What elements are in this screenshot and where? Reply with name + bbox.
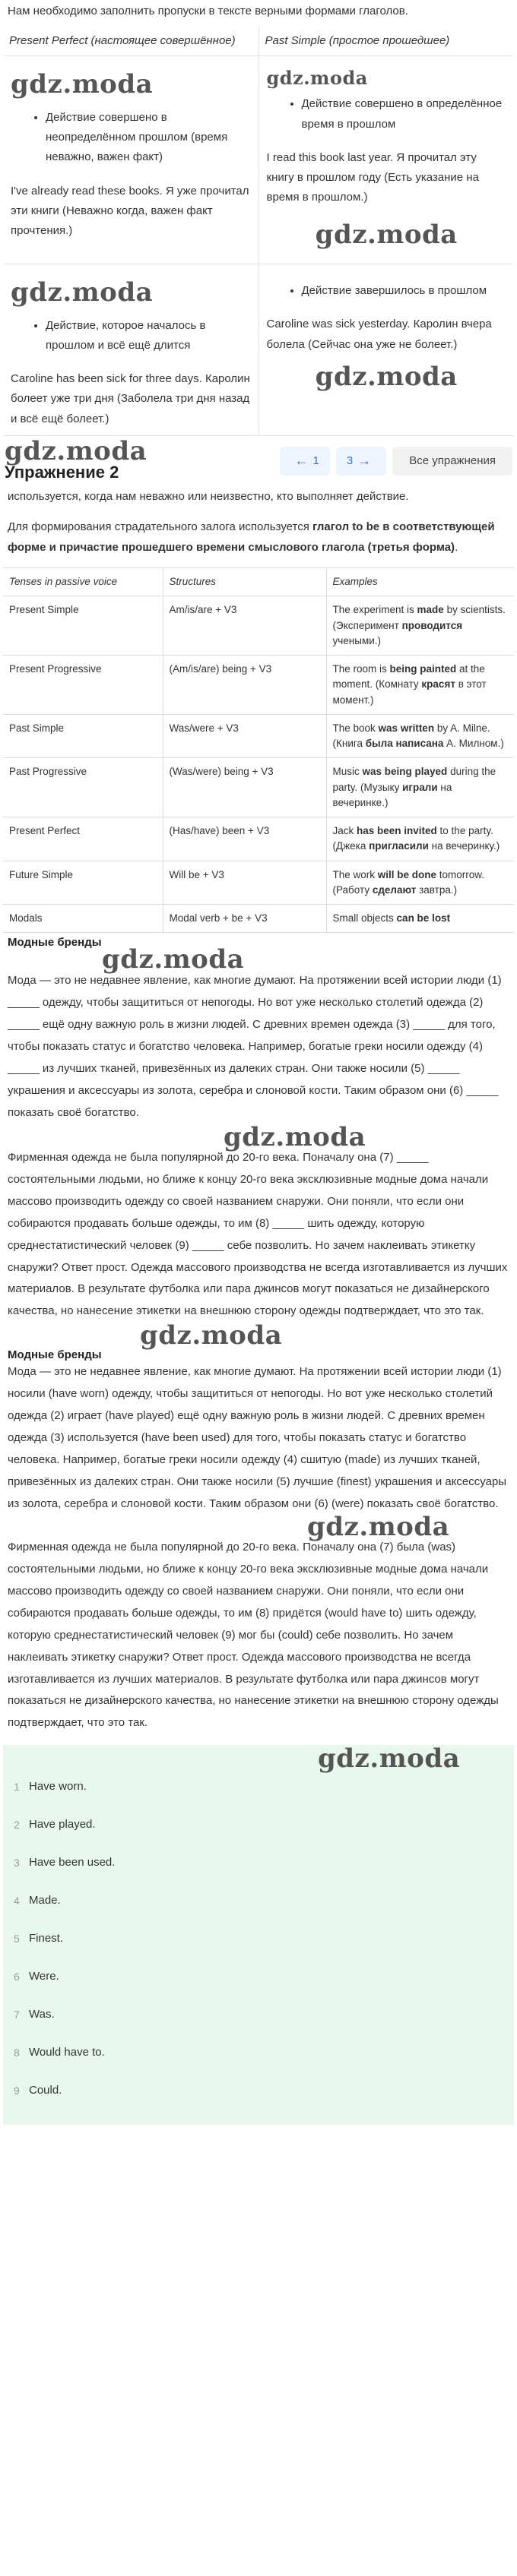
passive-table [3, 567, 514, 933]
list-item: • Действие, которое началось в прошлом и всё ещё длится [46, 316, 251, 356]
header-tenses: Tenses in passive voice [3, 568, 163, 596]
story-title: Модные бренды [8, 936, 102, 950]
header-structures: Structures [163, 568, 326, 596]
tense-cell: Present Perfect [3, 817, 163, 861]
table-row [3, 596, 514, 656]
example-cell: The room is being painted at the moment. (Комнату красят в этот момент.) [326, 656, 514, 715]
table-row [3, 817, 514, 861]
passive-intro: используется, когда нам неважно или неизвестно, кто выполняет действие. [8, 489, 409, 503]
story-paragraph: Фирменная одежда не была популярной до 20-го века. Поначалу она (7) была (was) состоятельными людьми, но ближе к концу 20-го века эксклюзивные модные дома начали массово производить одежду со своей названием снаружи. Они поняли, что если они собираются продавать больше одежды, то им (8) придётся (would have to) шить одежду, которую среднестатистический человек (9) мог бы (could) себе позволить. Но зачем наклеивать этикетку снаружи? Ответ прост. Одежда массового производства не всегда изготавливается из лучших материалов. В результате футболка или пара джинсов могут показаться не дизайнерского качества, но нанесение этикетки на внешнюю сторону одежды подтверждает, что это так. [8, 1540, 499, 1730]
table-row [3, 56, 514, 264]
exercise-title: Упражнение 2 [5, 462, 119, 482]
list-item: 6 Were. [14, 1970, 59, 1983]
exercise-nav [3, 436, 514, 486]
example-text: I've already read these books. Я уже прочитал эти книги (Неважно когда, важен факт прочтения.) [11, 184, 249, 237]
structure-cell: Will be + V3 [163, 861, 326, 905]
table-row [3, 264, 514, 436]
tense-cell: Modals [3, 905, 163, 933]
watermark: gdz.moda [140, 1320, 283, 1351]
header-present-perfect: Present Perfect (настоящее совершённое) [3, 27, 258, 56]
example-cell: The experiment is made by scientists. (Эксперимент проводится учеными.) [326, 596, 514, 656]
prev-exercise-number: 1 [312, 454, 319, 468]
answers-block [3, 1745, 514, 2125]
watermark: gdz.moda [11, 277, 154, 308]
list-item: 9 Could. [14, 2084, 62, 2097]
table-row [3, 714, 514, 758]
watermark: gdz.moda [11, 69, 154, 100]
example-cell: The book was written by A. Milne. (Книга была написана А. Милном.) [326, 714, 514, 758]
tense-cell: Past Simple [3, 714, 163, 758]
list-item: 4 Made. [14, 1894, 61, 1908]
tense-cell: Past Progressive [3, 758, 163, 817]
example-text: Caroline has been sick for three days. Каролин болеет уже три дня (Заболела три дня назад и всё ещё болеет.) [11, 372, 250, 425]
intro-text: Нам необходимо заполнить пропуски в тексте верными формами глаголов. [8, 5, 408, 17]
table-row [3, 861, 514, 905]
list-item: 2 Have played. [14, 1818, 96, 1832]
watermark: gdz.moda [266, 67, 368, 90]
structure-cell: (Was/were) being + V3 [163, 758, 326, 817]
structure-cell: Modal verb + be + V3 [163, 905, 326, 933]
structure-cell: (Am/is/are) being + V3 [163, 656, 326, 715]
story-paragraph: Мода — это не недавнее явление, как многие думают. На протяжении всей истории люди (1) _____ одежду, чтобы защититься от непогоды. Но вот уже несколько столетий одежда (2) _____ ещё одну важную роль в жизни людей. С древних времен одежда (3) _____ для того, чтобы показать статус и богатство человека. Например, богатые греки носили одежду (4) _____ из лучших тканей, привезённых из далеких стран. Они также носили (5) _____ украшения и аксессуары из золота, серебра и слоновой кости. Таким образом они (6) _____ показать своё богатство. [8, 974, 502, 1119]
example-cell: The work will be done tomorrow. (Работу сделают завтра.) [326, 861, 514, 905]
comparison-table [3, 27, 514, 436]
table-row [3, 905, 514, 933]
structure-cell: Was/were + V3 [163, 714, 326, 758]
structure-cell: (Has/have) been + V3 [163, 817, 326, 861]
structure-cell: Am/is/are + V3 [163, 596, 326, 656]
list-item: • Действие совершено в неопределённом прошлом (время неважно, важен факт) [46, 108, 251, 168]
list-item: 1 Have worn. [14, 1780, 87, 1794]
watermark: gdz.moda [224, 1121, 366, 1152]
watermark: gdz.moda [307, 1511, 450, 1542]
table-row [3, 758, 514, 817]
story-paragraph: Фирменная одежда не была популярной до 20-го века. Поначалу она (7) _____ состоятельными людьми, но ближе к концу 20-го века эксклюзивные модные дома начали массово производить одежду со своей названием снаружи. Они поняли, что если они собираются продавать больше одежды, то им (8) _____ шить одежду, которую среднестатистический человек (9) _____ себе позволить. Но зачем наклеивать этикетку снаружи? Ответ прост. Одежда массового производства не всегда изготавливается из лучших материалов. В результате футболка или пара джинсов могут показаться не дизайнерского качества, но нанесение этикетки на внешнюю сторону одежды подтверждает, что это так. [8, 1150, 508, 1318]
passive-rule: Для формирования страдательного залога используется глагол to be в соответствующей форме и причастие прошедшего времени смыслового глагола (третья форма). [8, 520, 495, 555]
arrow-left-icon: ← [294, 453, 309, 469]
watermark: gdz.moda [315, 219, 458, 250]
list-item: 5 Finest. [14, 1932, 64, 1945]
tense-cell: Present Simple [3, 596, 163, 656]
list-item: • Действие завершилось в прошлом [302, 281, 507, 301]
example-cell: Small objects can be lost [326, 905, 514, 933]
passive-rule-bold: глагол to be в соответствующей форме и причастие прошедшего времени смыслового глагола (третья форма) [8, 520, 495, 555]
header-past-simple: Past Simple (простое прошедшее) [258, 27, 514, 56]
story-paragraph: Мода — это не недавнее явление, как многие думают. На протяжении всей истории люди (1) носили (have worn) одежду, чтобы защититься от непогоды. Но вот уже несколько столетий одежда (2) играет (have played) ещё одну важную роль в жизни людей. С древних времен одежда (3) используется (have been used) для того, чтобы показать статус и богатство человека. Например, богатые греки носили одежду (4) сшитую (made) из лучших тканей, привезённых из далеких стран. Они также носили (5) лучшие (finest) украшения и аксессуары из золота, серебра и слоновой кости. Таким образом они (6) (were) показать своё богатство. [8, 1365, 507, 1510]
story-title: Модные бренды [8, 1348, 102, 1362]
next-exercise-number: 3 [346, 454, 354, 468]
tense-cell: Present Progressive [3, 656, 163, 715]
watermark: gdz.moda [318, 1743, 461, 1775]
example-text: Caroline was sick yesterday. Каролин вчера болела (Сейчас она уже не болеет.) [266, 318, 492, 351]
next-exercise-button[interactable] [336, 447, 386, 476]
arrow-right-icon: → [357, 453, 372, 469]
list-item: • Действие совершено в определённое время в прошлом [302, 94, 507, 134]
watermark: gdz.moda [102, 944, 245, 975]
list-item: 8 Would have to. [14, 2046, 105, 2059]
watermark: gdz.moda [315, 361, 458, 392]
tense-cell: Future Simple [3, 861, 163, 905]
table-row [3, 656, 514, 715]
header-examples: Examples [326, 568, 514, 596]
list-item: 7 Was. [14, 2008, 55, 2021]
example-cell: Jack has been invited to the party. (Джека пригласили на вечеринку.) [326, 817, 514, 861]
all-exercises-button[interactable]: Все упражнения [392, 447, 512, 476]
list-item: 3 Have been used. [14, 1856, 116, 1870]
example-cell: Music was being played during the party. (Музыку играли на вечеринке.) [326, 758, 514, 817]
prev-exercise-button[interactable] [280, 447, 330, 476]
watermark: gdz.moda [5, 435, 147, 466]
example-text: I read this book last year. Я прочитал эту книгу в прошлом году (Есть указание на время в прошлом.) [266, 150, 479, 204]
